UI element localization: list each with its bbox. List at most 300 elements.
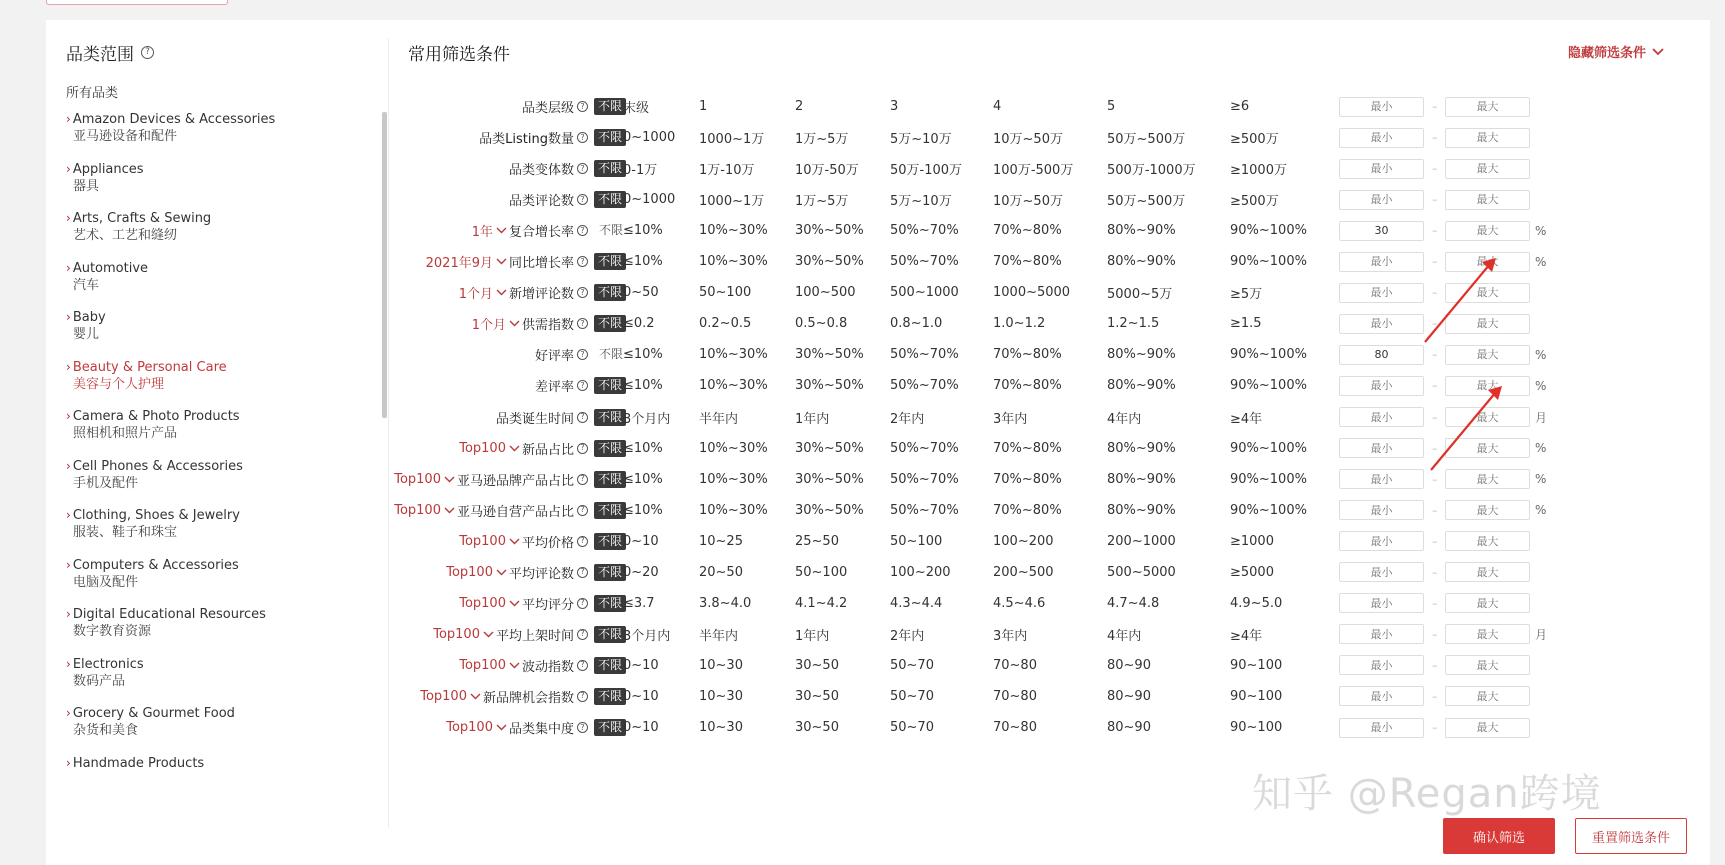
help-icon[interactable]: ? (577, 505, 588, 516)
filter-option[interactable]: ≥5000 (1230, 564, 1274, 580)
filter-option[interactable]: 0.2~0.5 (699, 316, 752, 332)
unlimited-tag[interactable]: 不限 (594, 191, 626, 208)
filter-option[interactable]: 0-1万 (623, 163, 658, 179)
filter-option[interactable]: 70~80 (993, 688, 1037, 704)
filter-option[interactable]: 50%~70% (890, 254, 959, 270)
unlimited-tag[interactable]: 不限 (594, 284, 626, 301)
period-dropdown[interactable] (459, 283, 509, 302)
filter-option[interactable]: 50万~500万 (1107, 132, 1186, 148)
filter-label-text: 新增评论数 (508, 287, 574, 303)
filter-option[interactable]: 10万~50万 (993, 194, 1063, 210)
filter-option[interactable]: 30%~50% (795, 471, 864, 487)
unlimited-tag[interactable]: 不限 (594, 688, 626, 705)
filter-option[interactable]: ≤10% (623, 440, 663, 456)
filter-option[interactable]: 200~1000 (1107, 533, 1176, 549)
filter-option[interactable]: 200~500 (993, 564, 1054, 580)
filter-option[interactable]: ≥1.5 (1230, 316, 1262, 332)
unlimited-tag-wrap (594, 122, 626, 153)
chevron-down-icon (1652, 48, 1664, 56)
unlimited-tag[interactable]: 不限 (594, 129, 626, 146)
period-dropdown[interactable] (472, 221, 509, 240)
filter-option[interactable]: 4.7~4.8 (1107, 595, 1160, 611)
max-input[interactable] (1445, 128, 1530, 148)
unit-label: % (1535, 472, 1547, 487)
min-input[interactable] (1339, 376, 1424, 396)
min-input[interactable] (1339, 190, 1424, 210)
all-categories[interactable]: 所有品类 (66, 86, 119, 101)
unlimited-tag[interactable]: 不限 (594, 595, 626, 612)
help-icon[interactable]: ? (141, 46, 154, 59)
filter-option[interactable]: 1万-10万 (699, 163, 755, 179)
filter-option[interactable]: 30%~50% (795, 378, 864, 394)
help-icon[interactable]: ? (577, 722, 588, 733)
unlimited-tag[interactable]: 不限 (594, 502, 626, 519)
filter-option[interactable]: 1.2~1.5 (1107, 316, 1160, 332)
filter-label (446, 712, 588, 743)
filter-option[interactable]: 4 (993, 99, 1002, 114)
filter-option[interactable]: ≥4年 (1230, 628, 1263, 644)
filter-option[interactable]: 10%~30% (699, 254, 768, 270)
confirm-filter-button[interactable]: 确认筛选 (1443, 818, 1555, 854)
sidebar-item-cn: 汽车 (73, 277, 100, 293)
filter-option[interactable]: ≥1000 (1230, 533, 1274, 549)
filter-option[interactable]: 4年内 (1107, 411, 1142, 427)
reset-filter-button[interactable]: 重置筛选条件 (1575, 818, 1687, 854)
max-input[interactable] (1445, 283, 1530, 303)
min-input[interactable] (1339, 97, 1424, 117)
filter-option[interactable]: 10%~30% (699, 347, 768, 363)
max-input[interactable] (1445, 159, 1530, 179)
period-dropdown[interactable] (446, 720, 509, 735)
help-icon[interactable]: ? (577, 443, 588, 454)
help-icon[interactable]: ? (577, 318, 588, 329)
min-input[interactable] (1339, 407, 1424, 427)
sidebar-item-cn: 手机及配件 (73, 475, 139, 491)
filter-option[interactable]: 50~100 (699, 285, 752, 301)
filter-option[interactable]: 10%~30% (699, 502, 768, 518)
filter-option[interactable]: 90~100 (1230, 657, 1283, 673)
filter-option[interactable]: 90%~100% (1230, 440, 1307, 456)
max-input[interactable] (1445, 438, 1530, 458)
hide-filters-link[interactable] (1568, 42, 1664, 61)
filter-option[interactable]: 10~30 (699, 720, 743, 735)
unlimited-tag[interactable]: 不限 (594, 533, 626, 550)
filter-option[interactable]: 70%~80% (993, 254, 1062, 270)
filter-row (46, 495, 1710, 526)
min-input-wrap (1339, 588, 1424, 619)
sidebar-item-en: Clothing, Shoes & Jewelry (72, 508, 240, 523)
top-tab-stub[interactable] (46, 0, 228, 5)
help-icon[interactable]: ? (577, 256, 588, 267)
range-dash: – (1432, 721, 1438, 734)
filter-option[interactable]: 2年内 (890, 411, 925, 427)
max-input-wrap (1445, 433, 1530, 464)
filter-option[interactable]: 500~1000 (890, 285, 959, 301)
help-icon[interactable]: ? (577, 536, 588, 547)
filter-option[interactable]: 10%~30% (699, 471, 768, 487)
filter-option[interactable]: ≥500万 (1230, 194, 1279, 210)
min-input[interactable] (1339, 718, 1424, 738)
filter-option[interactable]: 50%~70% (890, 471, 959, 487)
filter-option[interactable]: 0~10 (623, 720, 659, 735)
min-input-wrap (1339, 464, 1424, 495)
filter-option[interactable]: 70~80 (993, 720, 1037, 735)
filter-option[interactable]: 90%~100% (1230, 347, 1307, 363)
max-input[interactable] (1445, 469, 1530, 489)
filter-option[interactable]: 90%~100% (1230, 378, 1307, 394)
filter-option[interactable]: 90~100 (1230, 688, 1283, 704)
unlimited-tag[interactable]: 不限 (594, 440, 626, 457)
filter-option[interactable]: 3个月内 (623, 628, 671, 644)
unlimited-tag[interactable]: 不限 (594, 377, 626, 394)
filter-option[interactable]: 30~50 (795, 657, 839, 673)
filter-option[interactable]: 30~50 (795, 720, 839, 735)
filter-option[interactable]: 半年内 (699, 411, 739, 427)
sidebar-item-en: Electronics (72, 656, 144, 672)
filter-option[interactable]: 0~50 (623, 285, 659, 301)
sidebar-item-cn: 服装、鞋子和珠宝 (73, 525, 178, 540)
unlimited-tag[interactable]: 不限 (594, 315, 626, 332)
help-icon[interactable]: ? (577, 163, 588, 174)
max-input[interactable] (1445, 562, 1530, 582)
filter-option[interactable]: ≤10% (623, 223, 663, 239)
filter-option[interactable]: 3 (890, 99, 899, 114)
filter-option[interactable]: 10%~30% (699, 223, 768, 239)
help-icon[interactable]: ? (577, 380, 588, 391)
min-input[interactable] (1339, 221, 1424, 241)
sidebar-item-cn: 艺术、工艺和缝纫 (73, 228, 178, 243)
unlimited-tag[interactable]: 不限 (594, 409, 626, 426)
help-icon[interactable]: ? (577, 101, 588, 112)
filter-option[interactable]: 1万~5万 (795, 194, 849, 210)
filter-option[interactable]: 50~100 (890, 533, 943, 549)
max-input[interactable] (1445, 593, 1530, 613)
filter-option[interactable]: 100~200 (993, 533, 1054, 549)
filter-option[interactable]: ≤3.7 (623, 595, 655, 611)
min-input[interactable] (1339, 531, 1424, 551)
filter-option[interactable]: 10万~50万 (993, 132, 1063, 148)
filter-label-text: 波动指数 (521, 659, 574, 675)
filter-option[interactable]: 30%~50% (795, 223, 864, 239)
filter-option[interactable]: 100~500 (795, 285, 856, 301)
filter-option[interactable]: 30~50 (795, 688, 839, 704)
period-dropdown-value: Top100 (420, 688, 467, 704)
help-icon[interactable]: ? (577, 474, 588, 485)
min-input[interactable] (1339, 252, 1424, 272)
unlimited-tag[interactable]: 不限 (594, 719, 626, 736)
filter-option[interactable]: 90%~100% (1230, 254, 1307, 270)
filter-option[interactable]: 0~1000 (623, 192, 676, 208)
filter-option[interactable]: 90~100 (1230, 720, 1283, 735)
max-input[interactable] (1445, 345, 1530, 365)
filter-option[interactable]: 50%~70% (890, 440, 959, 456)
filter-label (446, 557, 588, 588)
filter-row (46, 712, 1710, 743)
filter-option[interactable]: ≥500万 (1230, 132, 1279, 148)
filter-option[interactable]: 1.0~1.2 (993, 316, 1046, 332)
min-input[interactable] (1339, 655, 1424, 675)
max-input[interactable] (1445, 624, 1530, 644)
filter-option[interactable]: 80%~90% (1107, 347, 1176, 363)
unlimited-tag[interactable]: 不限 (594, 253, 626, 270)
max-input[interactable] (1445, 221, 1530, 241)
range-dash: – (1432, 472, 1438, 486)
min-input[interactable] (1339, 562, 1424, 582)
filter-option[interactable]: 5万~10万 (890, 132, 952, 148)
unlimited-tag[interactable]: 不限 (594, 564, 626, 581)
filter-option[interactable]: 10~30 (699, 657, 743, 673)
max-input[interactable] (1445, 190, 1530, 210)
help-icon[interactable]: ? (577, 629, 588, 640)
filter-option[interactable]: 100万-500万 (993, 163, 1074, 179)
min-input[interactable] (1339, 438, 1424, 458)
help-icon[interactable]: ? (577, 691, 588, 702)
filter-option[interactable]: 30%~50% (795, 502, 864, 518)
min-input[interactable] (1339, 500, 1424, 520)
period-dropdown[interactable] (446, 565, 509, 580)
filter-option[interactable]: 50%~70% (890, 502, 959, 518)
filter-option[interactable]: 1000~1万 (699, 194, 765, 210)
filter-option[interactable]: 70%~80% (993, 223, 1062, 239)
filter-option[interactable]: 0~10 (623, 657, 659, 673)
filter-option[interactable]: 70%~80% (993, 347, 1062, 363)
sidebar-item[interactable] (66, 755, 386, 805)
filter-option[interactable]: ≤10% (623, 502, 663, 518)
sidebar-item-cn: 器具 (73, 178, 100, 194)
filter-option[interactable]: 3年内 (993, 628, 1028, 644)
filter-option[interactable]: 4.3~4.4 (890, 595, 943, 611)
watermark: 知乎 @Regan跨境 (1252, 771, 1602, 817)
max-input[interactable] (1445, 314, 1530, 334)
chevron-right-icon: › (66, 310, 71, 324)
filter-option[interactable]: 80%~90% (1107, 471, 1176, 487)
period-dropdown[interactable] (433, 627, 496, 642)
filter-option[interactable]: 10%~30% (699, 440, 768, 456)
period-dropdown[interactable] (394, 503, 457, 518)
filter-option[interactable]: 70~80 (993, 657, 1037, 673)
filter-option[interactable]: 1年内 (795, 411, 830, 427)
filter-option[interactable]: 2年内 (890, 628, 925, 644)
filter-option[interactable]: 0~1000 (623, 130, 676, 146)
filter-option[interactable]: 500万-1000万 (1107, 163, 1196, 179)
filter-option[interactable]: 90%~100% (1230, 471, 1307, 487)
help-icon[interactable]: ? (577, 660, 588, 671)
filter-option[interactable]: 0~10 (623, 533, 659, 549)
filter-option[interactable]: 4年内 (1107, 628, 1142, 644)
help-icon[interactable]: ? (577, 349, 588, 360)
filter-option[interactable]: 80~90 (1107, 657, 1151, 673)
min-input[interactable] (1339, 283, 1424, 303)
filter-option[interactable]: 10~25 (699, 533, 743, 549)
filter-option[interactable]: 10%~30% (699, 378, 768, 394)
filter-option[interactable]: 50~70 (890, 657, 934, 673)
filter-option[interactable]: 25~50 (795, 533, 839, 549)
filter-option[interactable]: ≥6 (1230, 99, 1250, 114)
filter-option[interactable]: 100~200 (890, 564, 951, 580)
filter-option[interactable]: 3.8~4.0 (699, 595, 752, 611)
sidebar-item-cn: 杂货和美食 (73, 723, 139, 738)
filter-option[interactable]: 70%~80% (993, 502, 1062, 518)
min-input[interactable] (1339, 624, 1424, 644)
chevron-down-icon (496, 724, 507, 731)
filter-option[interactable]: ≤0.2 (623, 316, 655, 332)
min-input[interactable] (1339, 345, 1424, 365)
filter-option[interactable]: 80%~90% (1107, 223, 1176, 239)
filter-label-text: 新品占比 (521, 442, 574, 458)
filter-option[interactable]: 1万~5万 (795, 132, 849, 148)
filter-option[interactable]: ≤10% (623, 254, 663, 270)
filter-option[interactable]: 0.8~1.0 (890, 316, 943, 332)
help-icon[interactable]: ? (577, 132, 588, 143)
filter-option[interactable]: 30%~50% (795, 347, 864, 363)
unlimited-tag[interactable]: 不限 (594, 98, 626, 115)
period-dropdown[interactable] (420, 689, 483, 704)
filter-option[interactable]: 70%~80% (993, 440, 1062, 456)
period-dropdown[interactable] (459, 534, 522, 549)
filter-option[interactable]: 1年内 (795, 628, 830, 644)
min-input[interactable] (1339, 314, 1424, 334)
max-input[interactable] (1445, 407, 1530, 427)
period-dropdown[interactable] (472, 314, 522, 333)
filter-option[interactable]: 2 (795, 99, 804, 114)
min-input[interactable] (1339, 159, 1424, 179)
unlimited-tag[interactable]: 不限 (594, 160, 626, 177)
filter-option[interactable]: 70%~80% (993, 471, 1062, 487)
filter-option[interactable]: 4.1~4.2 (795, 595, 848, 611)
filter-option[interactable]: 末级 (623, 101, 650, 116)
filter-option[interactable]: 5 (1107, 99, 1116, 114)
filter-option[interactable]: 80%~90% (1107, 440, 1176, 456)
unlimited-tag-wrap (594, 619, 626, 650)
max-input[interactable] (1445, 718, 1530, 738)
range-dash: – (1432, 131, 1438, 145)
sidebar-title: 品类范围 (66, 44, 134, 65)
filter-label-text: 品类变体数 (508, 163, 574, 179)
filter-option[interactable]: 500~5000 (1107, 564, 1176, 580)
filter-option[interactable]: 5000~5万 (1107, 287, 1173, 303)
range-dash: – (1432, 534, 1438, 548)
period-dropdown[interactable] (426, 252, 509, 271)
filter-row (46, 557, 1710, 588)
range-dash: – (1432, 596, 1438, 610)
filter-option[interactable]: 50%~70% (890, 347, 959, 363)
max-input[interactable] (1445, 655, 1530, 675)
filter-option[interactable]: 50~100 (795, 564, 848, 580)
filter-option[interactable]: ≤10% (623, 471, 663, 487)
max-input[interactable] (1445, 531, 1530, 551)
filter-option[interactable]: 90%~100% (1230, 223, 1307, 239)
filter-option[interactable]: 4.9~5.0 (1230, 595, 1283, 611)
min-input[interactable] (1339, 686, 1424, 706)
unit-label: % (1535, 347, 1547, 362)
unlimited-tag[interactable]: 不限 (594, 471, 626, 488)
filter-option[interactable]: 0.5~0.8 (795, 316, 848, 332)
unlimited-tag[interactable]: 不限 (599, 223, 624, 238)
help-icon[interactable]: ? (577, 412, 588, 423)
filter-option[interactable]: 80%~90% (1107, 254, 1176, 270)
period-dropdown[interactable] (394, 472, 457, 487)
unlimited-tag[interactable]: 不限 (594, 657, 626, 674)
filter-option[interactable]: 4.5~4.6 (993, 595, 1046, 611)
filter-option[interactable]: ≤10% (623, 378, 663, 394)
filter-option[interactable]: 30%~50% (795, 254, 864, 270)
filter-option[interactable]: 50万~500万 (1107, 194, 1186, 210)
filter-option[interactable]: ≤10% (623, 347, 663, 363)
max-input[interactable] (1445, 376, 1530, 396)
chevron-right-icon: › (66, 260, 71, 275)
filter-option[interactable]: 70%~80% (993, 378, 1062, 394)
filter-option[interactable]: 50~70 (890, 720, 934, 735)
filter-option[interactable]: 30%~50% (795, 440, 864, 456)
help-icon[interactable]: ? (577, 287, 588, 298)
max-input-wrap (1445, 526, 1530, 557)
filter-option[interactable]: 50%~70% (890, 378, 959, 394)
filter-option[interactable]: 1000~1万 (699, 132, 765, 148)
filter-option[interactable]: 3个月内 (623, 411, 671, 427)
sidebar-item-cn: 数字教育资源 (73, 624, 152, 639)
max-input[interactable] (1445, 97, 1530, 117)
unlimited-tag-wrap (594, 681, 626, 712)
unlimited-tag[interactable]: 不限 (599, 347, 624, 362)
filter-option[interactable]: 80~90 (1107, 720, 1151, 735)
filter-option[interactable]: 1000~5000 (993, 285, 1071, 301)
max-input[interactable] (1445, 500, 1530, 520)
filter-option[interactable]: ≥5万 (1230, 287, 1263, 303)
filter-option[interactable]: 50~70 (890, 688, 934, 704)
min-input[interactable] (1339, 469, 1424, 489)
period-dropdown[interactable] (459, 596, 522, 611)
filter-option[interactable]: 0~10 (623, 688, 659, 704)
filter-option[interactable]: 10万-50万 (795, 163, 859, 179)
min-input[interactable] (1339, 128, 1424, 148)
max-input[interactable] (1445, 252, 1530, 272)
filter-option[interactable]: 10~30 (699, 688, 743, 704)
min-input[interactable] (1339, 593, 1424, 613)
filter-option[interactable]: 50万-100万 (890, 163, 963, 179)
period-dropdown-value: Top100 (446, 720, 493, 735)
filter-option[interactable]: 80%~90% (1107, 378, 1176, 394)
filter-label (535, 370, 588, 401)
filter-option[interactable]: 80%~90% (1107, 502, 1176, 518)
filter-option[interactable]: ≥4年 (1230, 411, 1263, 427)
min-input-wrap (1339, 402, 1424, 433)
filter-option[interactable]: 20~50 (699, 564, 743, 580)
help-icon[interactable]: ? (577, 194, 588, 205)
max-input[interactable] (1445, 686, 1530, 706)
unlimited-tag[interactable]: 不限 (594, 626, 626, 643)
period-dropdown[interactable] (459, 441, 522, 456)
filter-label (509, 184, 588, 215)
filter-option[interactable]: 90%~100% (1230, 502, 1307, 518)
filter-option[interactable]: 5万~10万 (890, 194, 952, 210)
filter-option[interactable]: 0~20 (623, 564, 659, 580)
filter-option[interactable]: 1 (699, 99, 708, 114)
filter-label (459, 526, 588, 557)
sidebar-item-cn: 亚马逊设备和配件 (73, 129, 178, 144)
filter-row (46, 184, 1710, 215)
period-dropdown[interactable] (459, 658, 522, 673)
filter-option[interactable]: 半年内 (699, 628, 739, 644)
filter-option[interactable]: 80~90 (1107, 688, 1151, 704)
filter-option[interactable]: 50%~70% (890, 223, 959, 239)
help-icon[interactable]: ? (577, 225, 588, 236)
sidebar-item-cn: 美容与个人护理 (73, 376, 165, 392)
filter-option[interactable]: 3年内 (993, 411, 1028, 427)
help-icon[interactable]: ? (577, 567, 588, 578)
filter-row (46, 339, 1710, 370)
filter-option[interactable]: ≥1000万 (1230, 163, 1287, 179)
help-icon[interactable]: ? (577, 598, 588, 609)
